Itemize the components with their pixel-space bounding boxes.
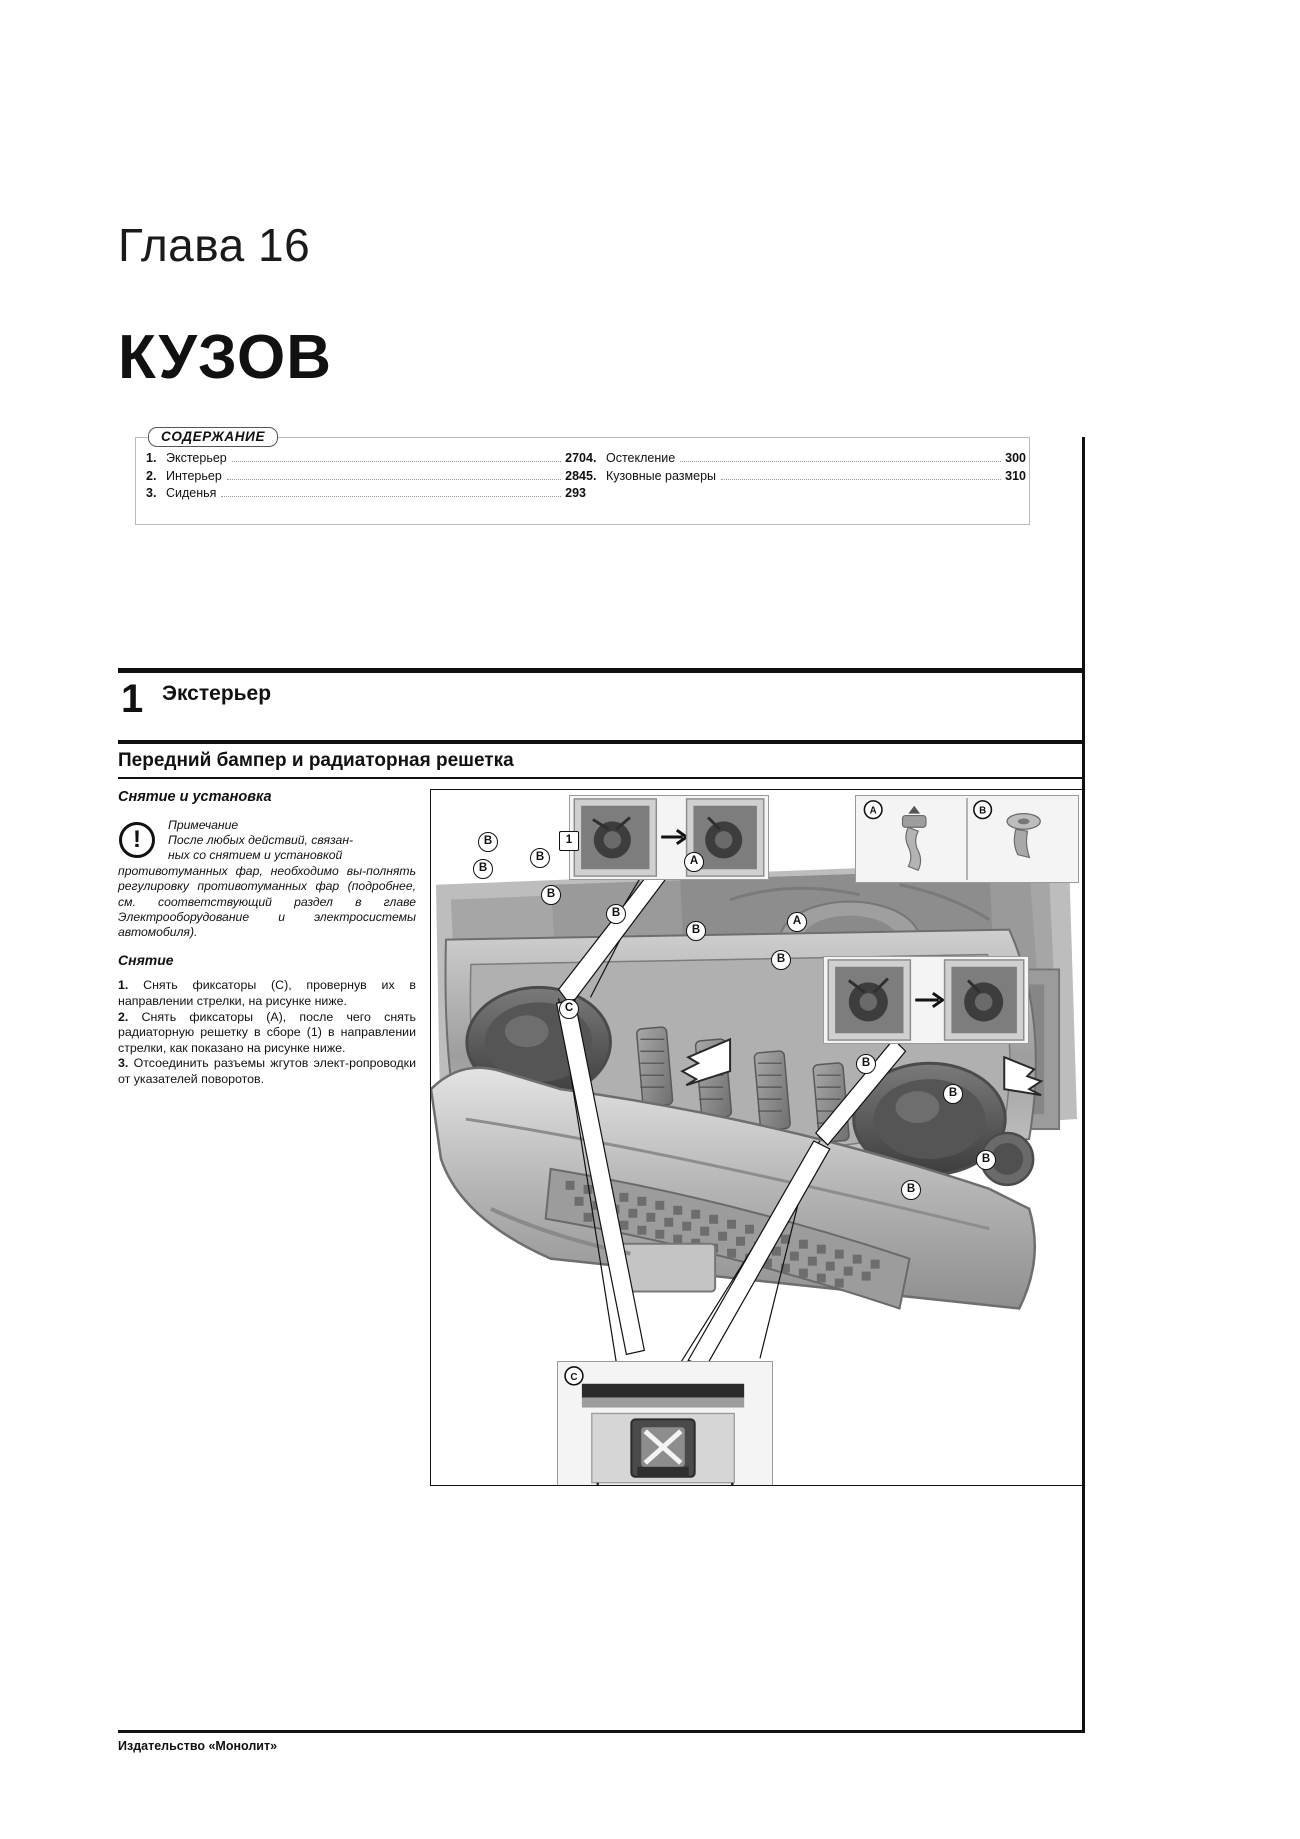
toc-leader-dots	[232, 461, 561, 462]
heading-removal-install: Снятие и установка	[118, 789, 272, 805]
toc-leader-dots	[221, 496, 561, 497]
subsection-rule	[118, 740, 1083, 744]
heading-removal: Снятие	[118, 951, 174, 968]
toc-item-label: Интерьер	[166, 468, 222, 483]
inset-panel-middle	[823, 956, 1029, 1044]
toc-item-number: 5.	[586, 468, 597, 483]
note-body: противотуманных фар, необходимо вы-полнять регулировку противотуманных фар (подробнее, см. соответствующий раздел в главе Электрооборудование и электросистемы автомобиля).	[118, 863, 416, 940]
callout-marker-b: B	[943, 1084, 963, 1104]
toc-badge: СОДЕРЖАНИЕ	[148, 427, 278, 447]
step-text: Снять фиксаторы (A), после чего снять радиаторную решетку в сборе (1) в направлении стрелки, как показано на рисунке ниже.	[118, 1009, 416, 1055]
toc-item[interactable]	[586, 450, 1026, 468]
callout-marker-1: 1	[559, 831, 579, 851]
toc-item-number: 1.	[146, 451, 157, 465]
front-bumper-radiator-grille-illustration	[430, 789, 1083, 1486]
toc-leader-dots	[227, 479, 561, 480]
toc-columns	[146, 450, 1026, 503]
left-text-column	[118, 790, 416, 1088]
section-rule	[118, 668, 1083, 673]
inset-top-graphic	[570, 796, 768, 879]
toc-item[interactable]	[146, 485, 586, 503]
toc-column-left	[146, 450, 586, 503]
callout-marker-b: B	[541, 885, 561, 905]
toc-item-page: 270	[565, 451, 586, 465]
toc-item-label: Кузовные размеры	[606, 468, 717, 483]
toc-item-label: Экстерьер	[166, 451, 227, 465]
svg-text:A: A	[869, 805, 877, 817]
toc-item[interactable]	[146, 468, 586, 486]
svg-text:C: C	[570, 1371, 578, 1383]
toc-item-page: 284	[565, 468, 586, 483]
clip-inset-graphic	[856, 796, 1078, 882]
toc-item-page: 293	[565, 486, 586, 500]
toc-item-number: 2.	[146, 468, 157, 483]
note-line-1: После любых действий, связан-	[168, 833, 354, 847]
toc-column-right	[586, 450, 1026, 503]
toc-item-number: 3.	[146, 486, 157, 500]
toc-item[interactable]	[146, 450, 586, 468]
inset-panel-bottom	[557, 1361, 773, 1486]
callout-marker-b: B	[856, 1054, 876, 1074]
step-text: Отсоединить разъемы жгутов элект-ропроводки от указателей поворотов.	[118, 1056, 416, 1086]
note-title: Примечание	[168, 817, 239, 832]
toc-item-label: Сиденья	[166, 486, 217, 500]
footer-rule	[118, 1730, 1083, 1733]
subsection-title: Передний бампер и радиаторная решетка	[118, 750, 514, 771]
toc-item-page: 310	[1005, 468, 1026, 483]
right-margin-rule	[1082, 437, 1085, 1733]
callout-marker-b: B	[530, 848, 550, 868]
callout-marker-a: A	[787, 912, 807, 932]
step-number: 3.	[118, 1056, 129, 1071]
note-block	[118, 818, 416, 941]
chapter-label: Глава 16	[118, 219, 311, 271]
note-text	[118, 818, 416, 941]
inset-bottom-graphic	[558, 1362, 772, 1486]
footer-publisher: Издательство «Монолит»	[118, 1739, 278, 1753]
callout-marker-b: B	[478, 832, 498, 852]
callout-marker-b: B	[473, 859, 493, 879]
subsection-underline	[118, 777, 1083, 779]
toc-leader-dots	[721, 479, 1001, 480]
chapter-title: КУЗОВ	[118, 323, 332, 392]
svg-text:B: B	[979, 805, 987, 817]
inset-panel-clips	[855, 795, 1079, 883]
step-number: 1.	[118, 978, 129, 993]
step-item	[118, 1056, 416, 1087]
step-text: Снять фиксаторы (C), провернув их в направлении стрелки, на рисунке ниже.	[118, 978, 416, 1009]
toc-item[interactable]	[586, 468, 1026, 486]
toc-item-page: 300	[1005, 451, 1026, 465]
inset-middle-graphic	[824, 957, 1028, 1043]
note-line-2: ных со снятием и установкой	[168, 848, 343, 863]
toc-item-number: 4.	[586, 451, 597, 465]
toc-item-label: Остекление	[606, 451, 676, 465]
step-item	[118, 1010, 416, 1057]
step-item	[118, 978, 416, 1009]
callout-marker-b: B	[606, 904, 626, 924]
section-title: Экстерьер	[162, 682, 272, 705]
step-number: 2.	[118, 1009, 129, 1024]
callout-marker-b: B	[686, 921, 706, 941]
callout-marker-b: B	[901, 1180, 921, 1200]
callout-marker-a: A	[684, 852, 704, 872]
callout-marker-b: B	[976, 1150, 996, 1170]
inset-panel-top	[569, 795, 769, 880]
exclamation-icon: !	[119, 822, 155, 858]
section-number: 1	[121, 677, 144, 721]
toc-leader-dots	[680, 461, 1001, 462]
callout-marker-c: C	[559, 999, 579, 1019]
callout-marker-b: B	[771, 950, 791, 970]
